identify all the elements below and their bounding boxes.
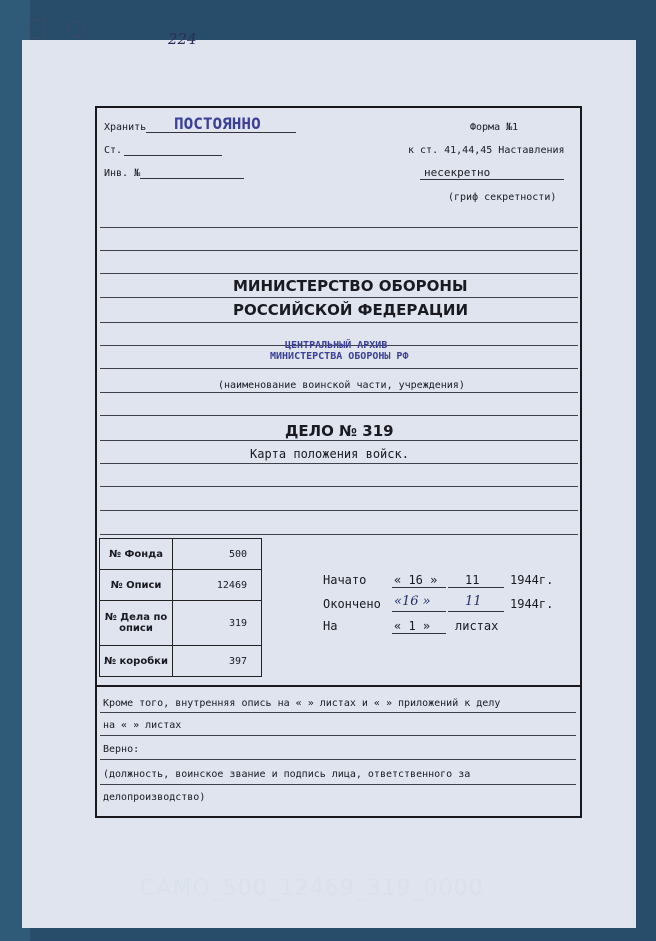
box-value: 397 <box>173 646 262 677</box>
started-month: 11 <box>465 573 480 587</box>
form-number: Форма №1 <box>470 122 519 133</box>
inventory-note-line-2: на « » листах <box>103 720 182 731</box>
secrecy-value: несекретно <box>424 166 491 179</box>
table-row <box>100 539 262 570</box>
started-day: « 16 » <box>394 573 438 587</box>
archive-stamp-line-2: МИНИСТЕРСТВА ОБОРОНЫ РФ <box>270 351 409 362</box>
keep-label: Хранить <box>104 122 147 133</box>
section-divider <box>97 685 580 687</box>
handwritten-number: 224 <box>168 30 197 48</box>
ended-day: «16 » <box>394 594 431 609</box>
on-label: На <box>323 619 338 633</box>
rule <box>100 759 576 760</box>
secrecy-line <box>420 179 564 180</box>
rule <box>100 440 578 441</box>
delo-label: № Дела по описи <box>100 601 173 646</box>
ended-month: 11 <box>465 594 482 609</box>
rule <box>100 227 578 228</box>
started-day-line <box>392 587 446 588</box>
case-title: ДЕЛО № 319 <box>285 422 394 440</box>
ended-year: 1944г. <box>510 597 554 611</box>
unit-caption: (наименование воинской части, учреждения) <box>218 380 465 391</box>
ministry-line-1: МИНИСТЕРСТВО ОБОРОНЫ <box>233 277 468 295</box>
rule <box>100 250 578 251</box>
inv-label: Инв. № <box>104 168 141 179</box>
secrecy-caption: (гриф секретности) <box>448 192 557 203</box>
ended-month-line <box>448 611 504 612</box>
rule <box>100 392 578 393</box>
rule <box>100 368 578 369</box>
corner-marks <box>28 18 88 40</box>
rule <box>100 415 578 416</box>
opis-label: № Описи <box>100 570 173 601</box>
sheets-count: « 1 » <box>394 619 431 633</box>
ended-day-line <box>392 611 446 612</box>
opis-value: 12469 <box>173 570 262 601</box>
inv-line <box>140 178 244 179</box>
rule <box>100 712 576 713</box>
started-month-line <box>448 587 504 588</box>
rule <box>100 297 578 298</box>
rule <box>100 273 578 274</box>
rule <box>100 510 578 511</box>
rule <box>100 486 578 487</box>
sheets-line <box>392 633 446 634</box>
archive-stamp-line-1: ЦЕНТРАЛЬНЫЙ АРХИВ <box>285 340 388 351</box>
signature-caption-line-2: делопроизводство) <box>103 792 206 803</box>
keep-stamp: ПОСТОЯННО <box>174 114 261 133</box>
table-row <box>100 601 262 646</box>
rule <box>100 322 578 323</box>
started-year: 1944г. <box>510 573 554 587</box>
rule <box>100 534 578 535</box>
box-label: № коробки <box>100 646 173 677</box>
sheets-label: листах <box>455 619 499 633</box>
ministry-line-2: РОССИЙСКОЙ ФЕДЕРАЦИИ <box>233 301 469 319</box>
case-subject: Карта положения войск. <box>250 447 409 461</box>
inventory-note-line-1: Кроме того, внутренняя опись на « » листах и « » приложений к делу <box>103 698 501 709</box>
fond-value: 500 <box>173 539 262 570</box>
st-line <box>124 155 222 156</box>
rule <box>100 784 576 785</box>
fond-label: № Фонда <box>100 539 173 570</box>
table-row <box>100 646 262 677</box>
archive-watermark: CAMO_500_12469_319_0000 <box>140 876 484 901</box>
article-reference: к ст. 41,44,45 Наставления <box>408 145 565 156</box>
st-label: Ст. <box>104 145 123 156</box>
verified-label: Верно: <box>103 744 140 755</box>
ended-label: Окончено <box>323 597 381 611</box>
rule <box>100 735 576 736</box>
rule <box>100 463 578 464</box>
started-label: Начато <box>323 573 367 587</box>
delo-value: 319 <box>173 601 262 646</box>
table-row <box>100 570 262 601</box>
archive-info-table <box>99 538 262 677</box>
signature-caption-line-1: (должность, воинское звание и подпись лица, ответственного за <box>103 769 471 780</box>
